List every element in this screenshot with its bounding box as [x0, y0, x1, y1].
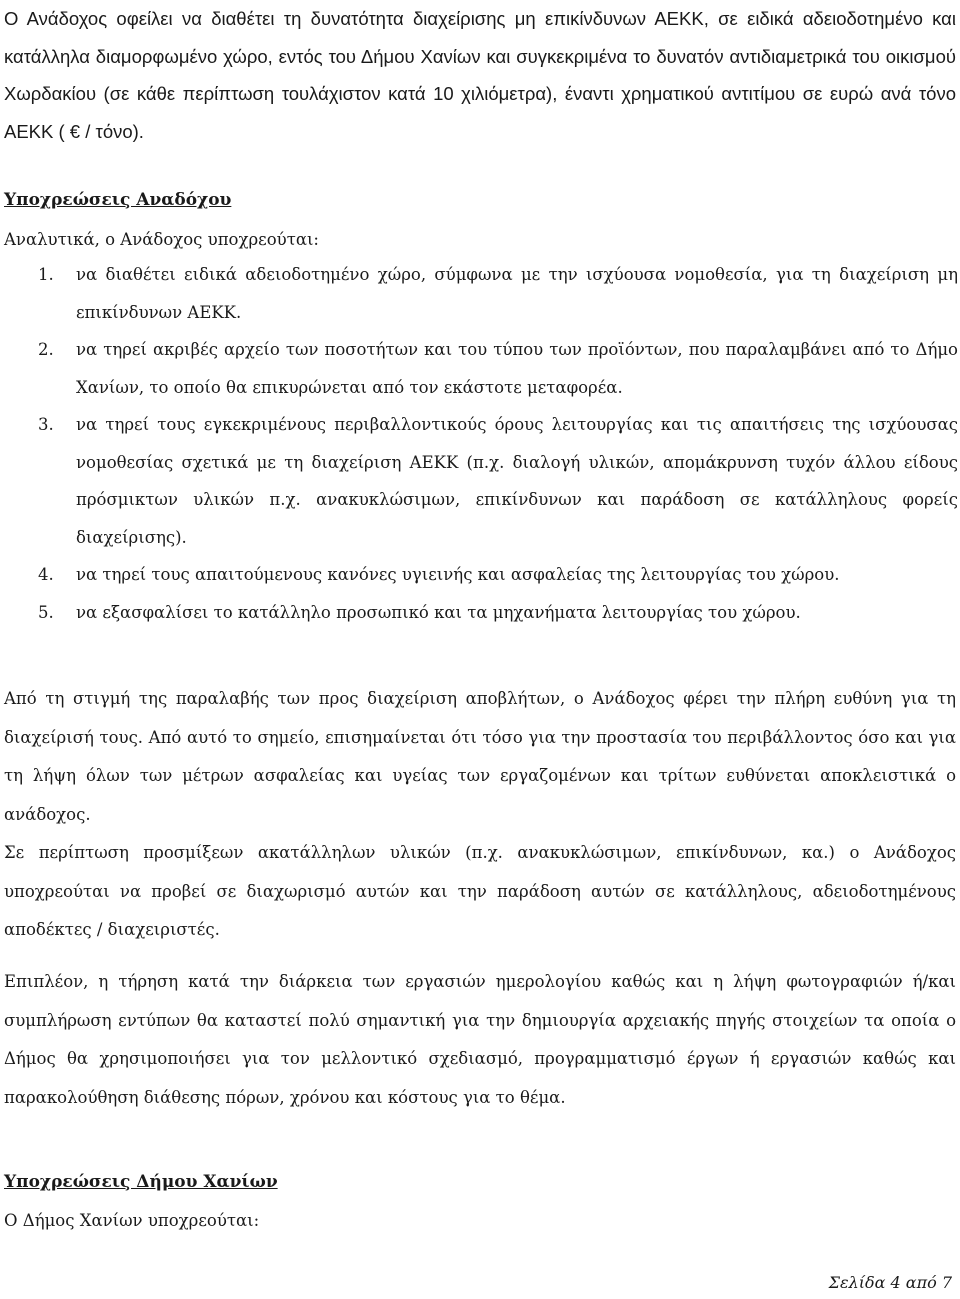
- contractor-obligations-heading: Υποχρεώσεις Αναδόχου: [4, 190, 232, 210]
- list-item-number: 5.: [38, 602, 54, 622]
- list-item-text: να τηρεί τους απαιτούμενους κανόνες υγιεινής και ασφαλείας της λειτουργίας του χώρου.: [76, 565, 840, 584]
- list-item-number: 2.: [38, 340, 54, 359]
- municipality-obligations-heading: Υποχρεώσεις Δήμου Χανίων: [4, 1172, 278, 1192]
- list-item: [0, 594, 958, 632]
- list-item-text: να τηρεί ακριβές αρχείο των ποσοτήτων και του τύπου των προϊόντων, που παραλαμβάνει από το Δήμο Χανίων, το οποίο θα επικυρώνεται από τον εκάστοτε μεταφορέα.: [76, 340, 958, 397]
- list-item-number: 4.: [38, 565, 54, 584]
- list-item: [0, 331, 958, 406]
- list-item-text: να διαθέτει ειδικά αδειοδοτημένο χώρο, σύμφωνα με την ισχύουσα νομοθεσία, για τη διαχείριση μη επικίνδυνων ΑΕΚΚ.: [76, 265, 958, 322]
- list-item-text: να εξασφαλίσει το κατάλληλο προσωπικό και τα μηχανήματα λειτουργίας του χώρου.: [76, 602, 801, 622]
- responsibility-paragraph: Από τη στιγμή της παραλαβής των προς διαχείριση αποβλήτων, ο Ανάδοχος φέρει την πλήρη ευθύνη για τη διαχείρισή τους. Από αυτό το σημείο, επισημαίνεται ότι τόσο για την προστασία του περιβάλλοντος όσο και για τη λήψη όλων των μέτρων ασφαλείας και υγείας των εργαζομένων και τρίτων ευθύνεται αποκλειστικά ο ανάδοχος.: [4, 689, 956, 824]
- contractor-obligations-list: [0, 256, 958, 631]
- list-item: [0, 556, 958, 594]
- contractor-obligations-intro: Αναλυτικά, ο Ανάδοχος υποχρεούται:: [4, 230, 319, 249]
- list-item: [0, 406, 958, 556]
- list-item-text: να τηρεί τους εγκεκριμένους περιβαλλοντικούς όρους λειτουργίας και τις απαιτήσεις της ισχύουσας νομοθεσίας σχετικά με τη διαχείριση ΑΕΚΚ (π.χ. διαλογή υλικών, απομάκρυνση τυχόν άλλου είδους πρόσμικτων υλικών π.χ. ανακυκλώσιμων, επικίνδυνων και παράδοση σε κατάλληλους φορείς διαχείρισης).: [76, 415, 958, 547]
- list-item-number: 1.: [38, 265, 54, 284]
- list-item: [0, 256, 958, 331]
- list-item-number: 3.: [38, 415, 54, 434]
- municipality-obligations-intro: Ο Δήμος Χανίων υποχρεούται:: [4, 1211, 260, 1230]
- intro-paragraph: Ο Ανάδοχος οφείλει να διαθέτει τη δυνατότητα διαχείρισης μη επικίνδυνων ΑΕΚΚ, σε ειδικά αδειοδοτημένο και κατάλληλα διαμορφωμένο χώρο, εντός του Δήμου Χανίων και συγκεκριμένα το δυνατόν αντιδιαμετρικά του οικισμού Χωρδακίου (σε κάθε περίπτωση τουλάχιστον κατά 10 χιλιόμετρα), έναντι χρηματικού αντιτίμου σε ευρώ ανά τόνο ΑΕΚΚ ( € / τόνο).: [4, 8, 956, 142]
- page-number: Σελίδα 4 από 7: [828, 1273, 952, 1292]
- contamination-paragraph: Σε περίπτωση προσμίξεων ακατάλληλων υλικών (π.χ. ανακυκλώσιμων, επικίνδυνων, κα.) ο Ανάδοχος υποχρεούται να προβεί σε διαχωρισμό αυτών και την παράδοση αυτών σε κατάλληλους, αδειοδοτημένους αποδέκτες / διαχειριστές.: [4, 843, 956, 939]
- records-paragraph: Επιπλέον, η τήρηση κατά την διάρκεια των εργασιών ημερολογίου καθώς και η λήψη φωτογραφιών ή/και συμπλήρωση εντύπων θα καταστεί πολύ σημαντική για την δημιουργία αρχειακής πηγής στοιχείων τα οποία ο Δήμος θα χρησιμοποιήσει για τον μελλοντικό σχεδιασμό, προγραμματισμό έργων ή εργασιών καθώς και παρακολούθηση διάθεσης πόρων, χρόνου και κόστους για το θέμα.: [4, 972, 956, 1107]
